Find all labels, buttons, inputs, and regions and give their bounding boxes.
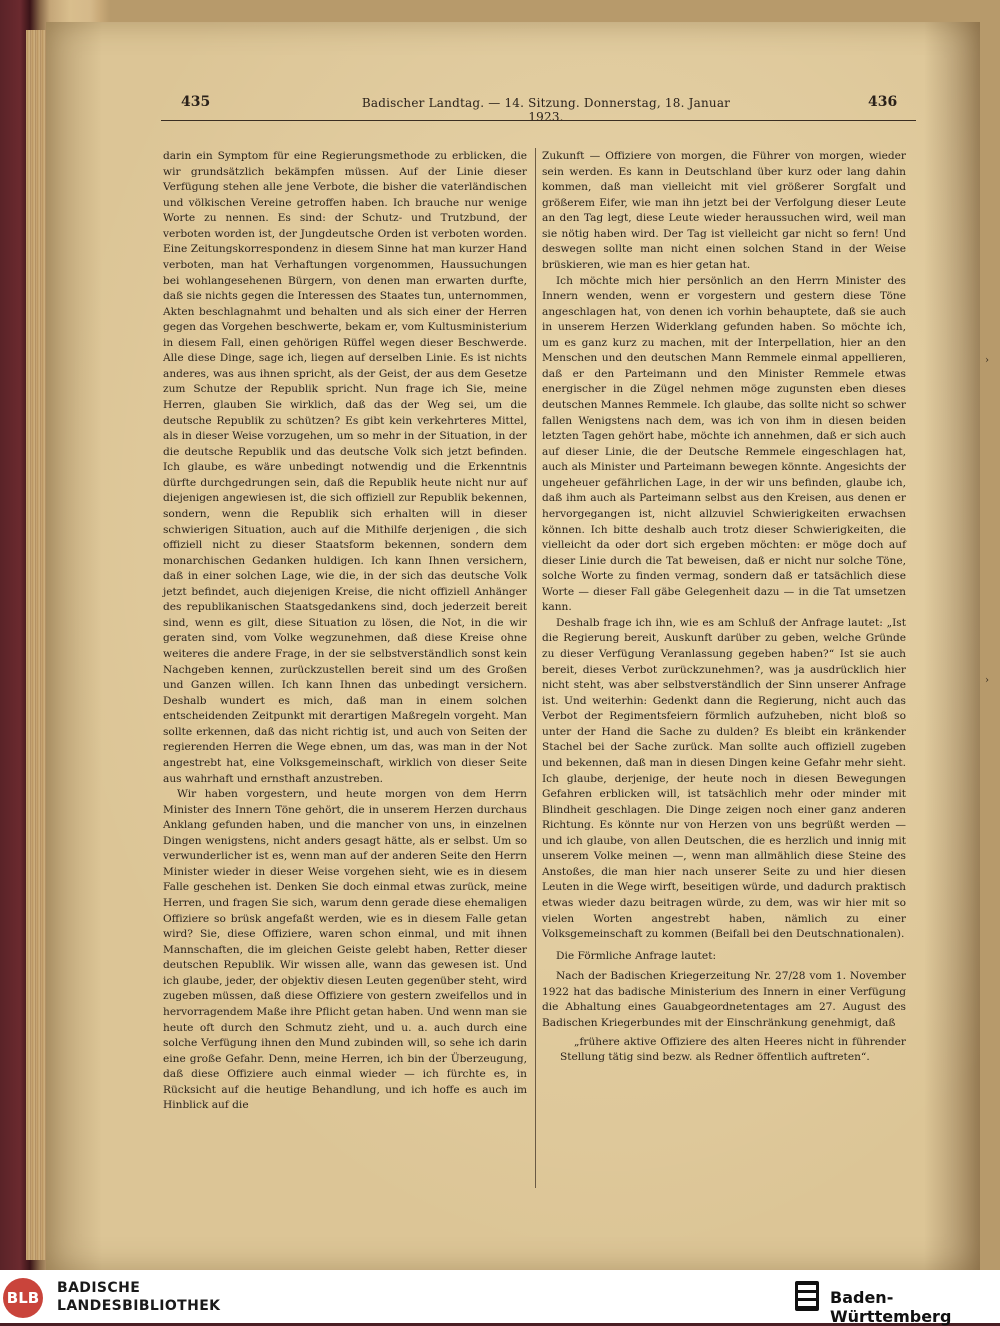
blb-name-line2: LANDESBIBLIOTHEK [57,1298,221,1314]
paragraph: darin ein Symptom für eine Regierungsmethode zu erblicken, die wir grundsätzlich bekämpfen müssen. Auf der Linie dieser Verfügung stehen alle jene Verbote, die bisher die vaterländischen und völkischen Vereine getroffen haben. Ich brauche nur wenige Worte zu nennen. Es sind: der Schutz- und Trutzbund, der verboten worden ist, der Jungdeutsche Orden ist verboten worden. Eine Zeitungskorrespondenz in diesem Sinne hat man kurzer Hand verboten, man hat Verhaftungen vorgenommen, Haussuchungen bei wohlangesehenen Bürgern, von denen man erwarten durfte, daß sie nichts gegen die Interessen des Staates tun, unternommen, Akten beschlagnahmt und behalten und als sich einer der Herren gegen das Vorgehen beschwerte, bekam er, vom Kultusministerium in diesem Fall, einen gehörigen Rüffel wegen dieser Beschwerde. Alle diese Dinge, sage ich, liegen auf derselben Linie. Es ist nichts anderes, was aus ihnen spricht, als der Geist, der aus dem Gesetze zum Schutze der Republik spricht. Nun frage ich Sie, meine Herren, glauben Sie wirklich, daß das der Weg sei, um die deutsche Republik zu schützen? Es gibt kein verkehrteres Mittel, als in dieser Weise vorzugehen, um so mehr in der Situation, in der die deutsche Republik und das deutsche Volk sich jetzt befinden. Ich glaube, es wäre unbedingt notwendig und die Erkenntnis dürfte durchgedrungen sein, daß die Republik heute nicht nur auf diejenigen angewiesen ist, die sich offiziell zur Republik bekennen, sondern, wenn die Republik sich erhalten will in dieser schwierigen Situation, auch auf die Mithilfe derjenigen , die sich offiziell nicht zu dieser Staatsform bekennen, sondern dem monarchischen Gedanken huldigen. Ich kann Ihnen versichern, daß in einer solchen Lage, wie die, in der sich das deutsche Volk jetzt befindet, auch diejenigen Kreise, die nicht offiziell Anhänger des republikanischen Staatsgedankens sind, doch jederzeit bereit sind, wenn es gilt, diese Situation zu lösen, die Not, in die wir geraten sind, vom Volke wegzunehmen, daß diese Kreise ohne weiteres die andere Frage, in der sie selbstverständlich sonst kein Nachgeben kennen, zurückzustellen bereit sind um des Großen und Ganzen willen. Ich kann Ihnen das unbedingt versichern. Deshalb wundert es mich, daß man in einem solchen entscheidenden Zeitpunkt mit derartigen Maßregeln vorgeht. Man sollte erkennen, daß das nicht richtig ist, und auch von Seiten der regierenden Herren die Wege ebnen, um das, was man in der Not angestrebt hat, eine Volksgemeinschaft, wirklich von dieser Seite aus wahrhaft und ernsthaft anzustreben. [163,150,527,785]
book-page [46,22,980,1270]
right-column [542,149,906,1066]
bw-crest-icon [794,1279,820,1313]
bw-label[interactable]: Baden-Württemberg [830,1288,952,1326]
inquiry-quote: „frühere aktive Offiziere des alten Heeres nicht in führender Stellung tätig sind bezw. als Redner öffentlich auftreten“. [560,1035,906,1064]
column-separator [535,148,536,1188]
inquiry-text: Nach der Badischen Kriegerzeitung Nr. 27/28 vom 1. November 1922 hat das badische Ministerium des Innern in einer Verfügung die Abhaltung eines Gauabgeordnetentages am 27. August des Badischen Kriegerbundes mit der Einschränkung genehmigt, daß [542,970,906,1029]
margin-mark: › [985,675,989,686]
inquiry-heading: Die Förmliche Anfrage lautet: [556,949,717,962]
left-column [163,149,527,1114]
blb-name-line1: BADISCHE [57,1280,141,1296]
paragraph: Wir haben vorgestern, und heute morgen von dem Herrn Minister des Innern Töne gehört, die in unserem Herzen durchaus Anklang gefunden haben, und die mancher von uns, in einzelnen Dingen wenigstens, nicht anders gesagt hätte, als er selbst. Um so verwunderlicher ist es, wenn man auf der anderen Seite den Herrn Minister wieder in dieser Weise vorgehen sieht, wie es in diesem Falle geschehen ist. Denken Sie doch einmal etwas zurück, meine Herren, und fragen Sie sich, warum denn gerade diese ehemaligen Offiziere so brüsk angefaßt werden, wie es in diesem Falle getan wird? Sie, diese Offiziere, waren schon einmal, und mit ihnen Mannschaften, die im gleichen Geiste gelebt haben, Retter dieser deutschen Republik. Wir wissen alle, wann das gewesen ist. Und ich glaube, jeder, der objektiv diesen Leuten gegenüber steht, wird zugeben müssen, daß diese Offiziere von gestern zweifellos und in hervorragendem Maße ihre Pflicht getan haben. Und wenn man sie heute oft durch den Schmutz zieht, und u. a. auch durch eine solche Verfügung ihnen den Mund zubinden will, so sehe ich darin eine große Gefahr. Denn, meine Herren, ich bin der Überzeugung, daß diese Offiziere auch einmal wieder — ich fürchte es, in Rücksicht auf die heutige Behandlung, und ich hoffe es auch im Hinblick auf die [163,788,527,1112]
page-number-right: 436 [868,94,898,110]
margin-mark: › [985,355,989,366]
blb-logo[interactable]: BLB [3,1278,43,1318]
paragraph: Deshalb frage ich ihn, wie es am Schluß der Anfrage lautet: „Ist die Regierung bereit, Auskunft darüber zu geben, welche Gründe zu dieser Verfügung Veranlassung gegeben haben?“ Ist sie auch bereit, dieses Verbot zurückzunehmen?, was ja ausdrücklich hier nicht steht, was aber selbstverständlich der Sinn unserer Anfrage ist. Und weiterhin: Gedenkt dann die Regierung, nicht auch das Verbot der Regimentsfeiern förmlich aufzuheben, nicht bloß so unter der Hand die Sache zu dulden? Es bleibt ein kränkender Stachel bei der Sache zurück. Man sollte auch offiziell zugeben und bekennen, daß man in diesen Dingen keine Gefahr mehr sieht. Ich glaube, derjenige, der heute noch in diesen Bewegungen Gefahren erblicken will, ist tatsächlich mehr oder minder mit Blindheit geschlagen. Die Dinge zeigen noch einer ganz anderen Richtung. Es könnte nur von Herzen von uns begrüßt werden — und ich glaube, von allen Deutschen, die es herzlich und innig mit unserem Volke meinen —, wenn man allmählich diese Steine des Anstoßes, die man hier nach unserer Seite zu und hier diesen Leuten in die Wege wirft, beseitigen würde, und dadurch praktisch etwas wieder dazu beitragen würde, zu dem, was wir hier mit so vielen Worten angestrebt haben, nämlich zu einer Volksgemeinschaft zu kommen (Beifall bei den Deutschnationalen). [542,616,906,941]
running-head [46,94,980,124]
paragraph: Ich möchte mich hier persönlich an den Herrn Minister des Innern wenden, wenn er vorgestern und gestern diese Töne angeschlagen hat, von denen ich vorhin behauptete, daß sie auch in unserem Herzen Widerklang gefunden haben. So möchte ich, um es ganz kurz zu machen, mit der Interpellation, hier an den Menschen und den deutschen Mann Remmele einmal appellieren, daß er den Parteimann und den Minister Remmele etwas energischer in die Zügel nehmen möge zugunsten eben dieses deutschen Mannes Remmele. Ich glaube, das sollte nicht so schwer fallen Wenigstens nach dem, was ich von ihm in diesen beiden letzten Tagen gehört habe, möchte ich annehmen, daß er sich auch auf dieser Linie, die der Deutsche Remmele eingeschlagen hat, auch als Minister und Parteimann bewegen könnte. Angesichts der ungeheuer gefährlichen Lage, in der wir uns befinden, glaube ich, daß ihm auch als Parteimann selbst aus den Kreisen, aus denen er hervorgegangen ist, nicht allzuviel Schwierigkeiten erwachsen können. Ich bitte deshalb auch trotz dieser Schwierigkeiten, die vielleicht da oder dort sich ergeben möchten: er möge doch auf dieser Linie durch die Tat beweisen, daß er nicht nur solche Töne, solche Worte zu finden vermag, sondern daß er tatsächlich diese Worte — dieser Fall gäbe Gelegenheit dazu — in die Tat umsetzen kann. [542,274,906,614]
page-number-left: 435 [181,94,211,110]
footer-bar [0,1270,1000,1326]
paragraph: Zukunft — Offiziere von morgen, die Führer von morgen, wieder sein werden. Es kann in Deutschland über kurz oder lang dahin kommen, daß man vielleicht mit viel größerer Sorgfalt und größerem Eifer, wie man ihn jetzt bei der Verfolgung dieser Leute an den Tag legt, diese Leute wieder heraussuchen wird, weil man sie nötig haben wird. Der Tag ist vielleicht gar nicht so fern! Und deswegen sollte man nicht einen solchen Stand in der Weise brüskieren, wie man es hier getan hat. [542,150,906,271]
page-edges [26,30,48,1260]
header-rule [161,120,916,121]
running-title: Badischer Landtag. — 14. Sitzung. Donnerstag, 18. Januar 1923. [361,96,731,124]
